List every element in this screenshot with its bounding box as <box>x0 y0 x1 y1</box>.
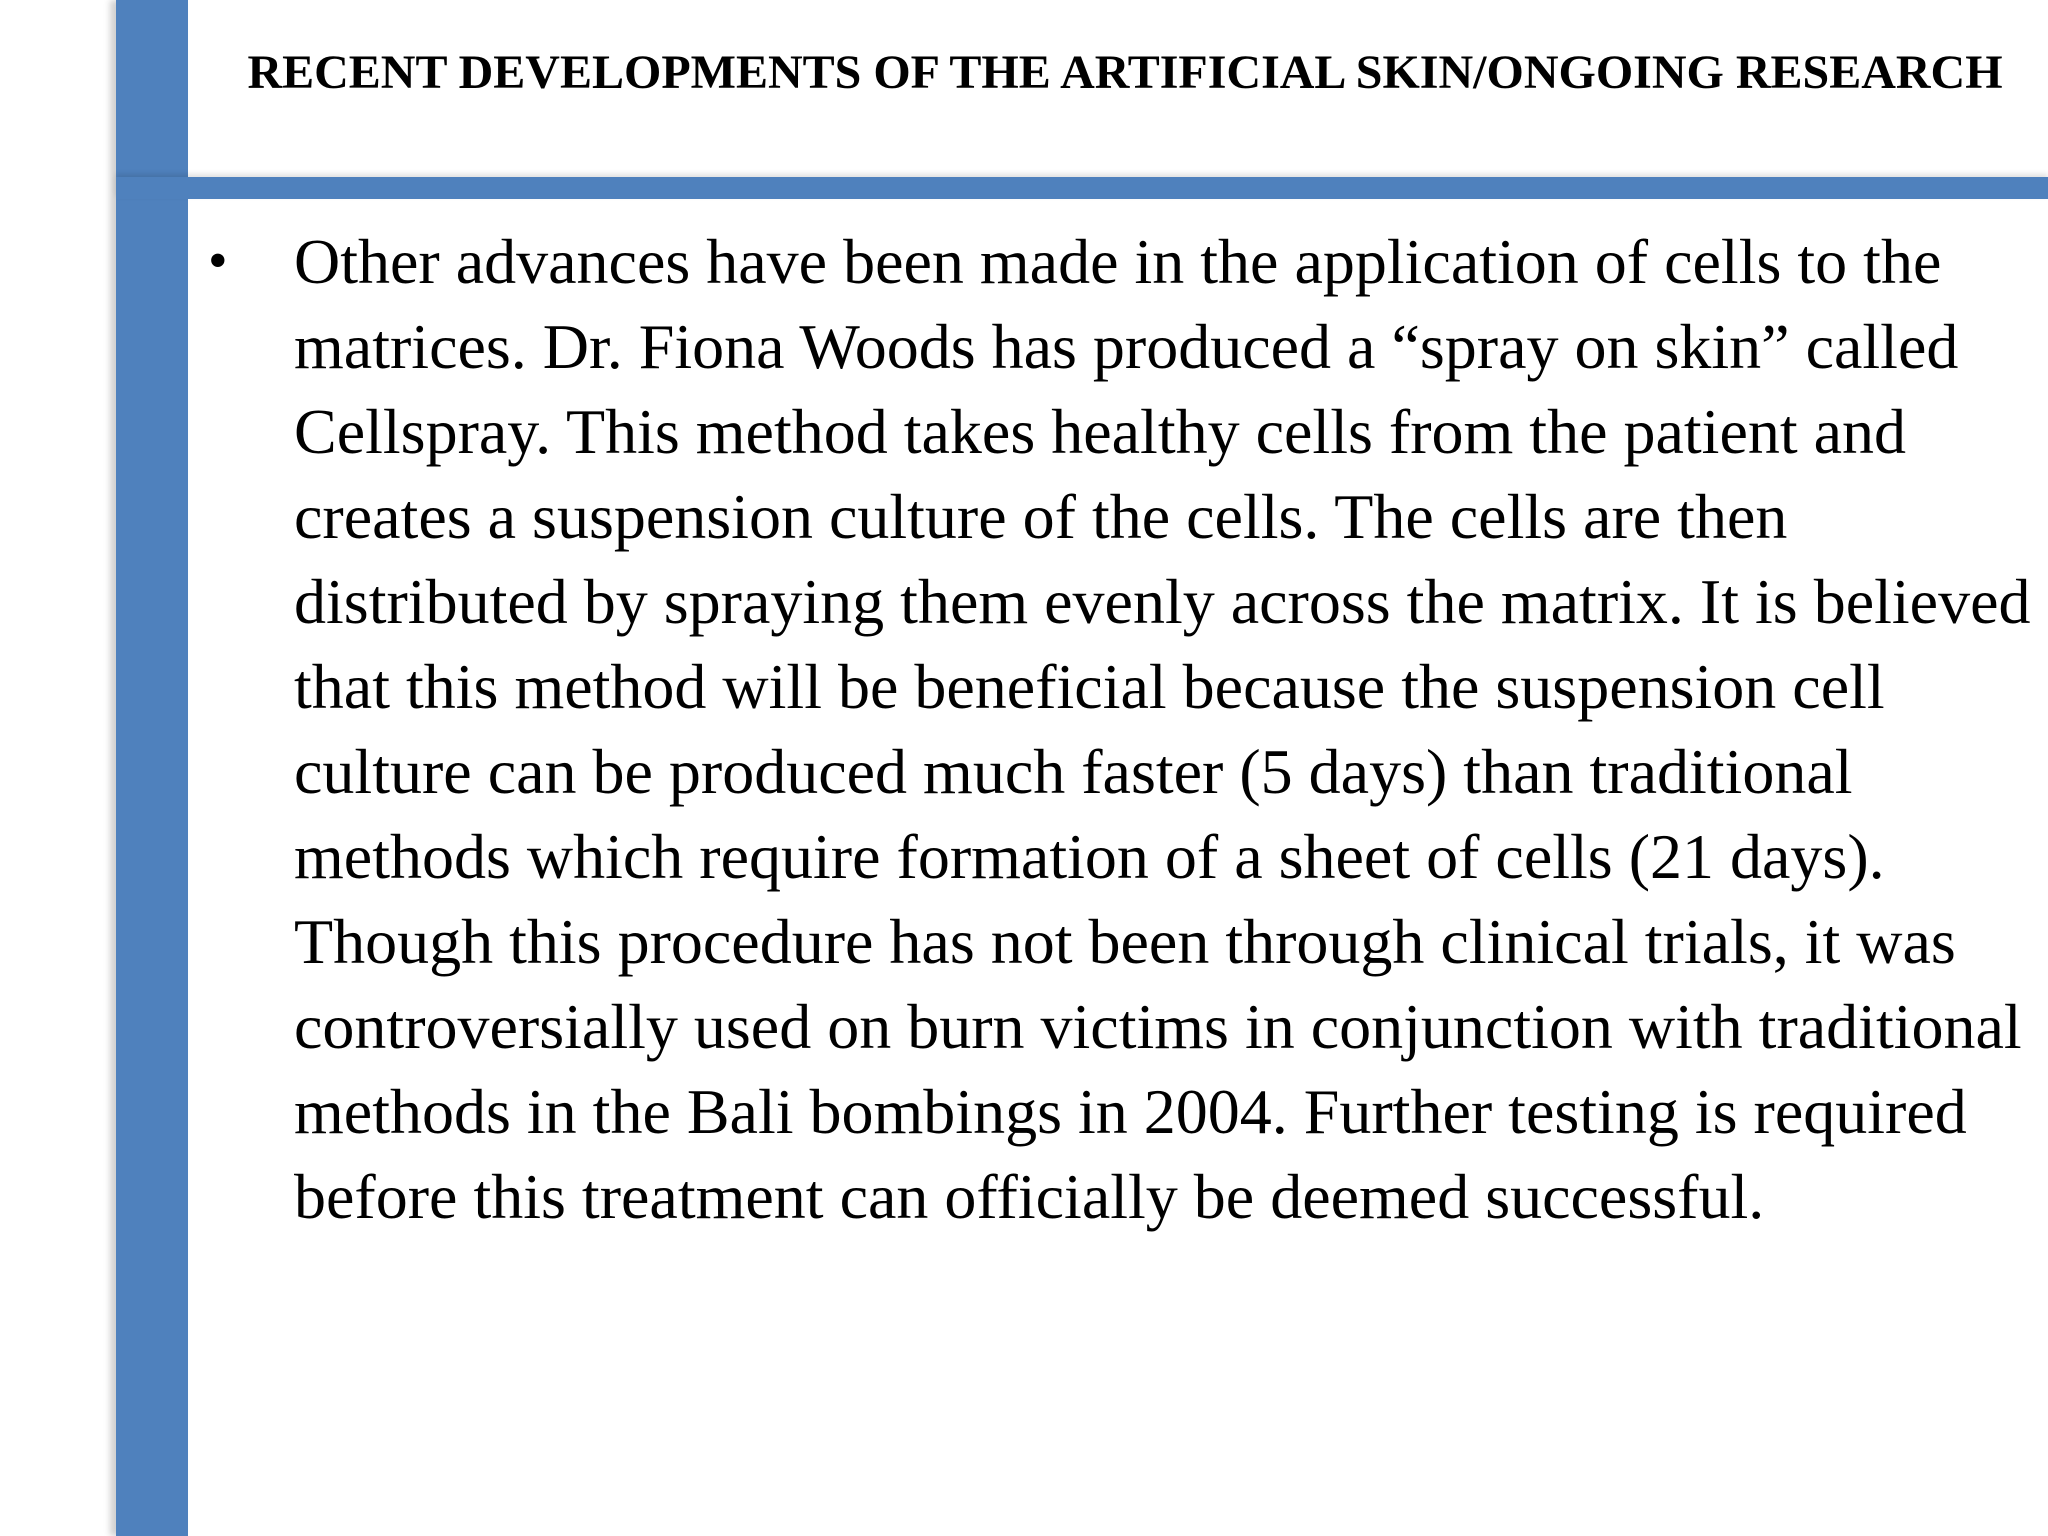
slide-title: RECENT DEVELOPMENTS OF THE ARTIFICIAL SKIN/ONGOING RESEARCH <box>247 46 2003 99</box>
bullet-list <box>200 219 2040 1239</box>
bullet-icon: • <box>208 230 228 292</box>
left-accent-bar <box>116 0 188 1536</box>
bullet-text: Other advances have been made in the application of cells to the matrices. Dr. Fiona Woods has produced a “spray on skin” called Cellspray. This method takes healthy cells from the patient and creates a suspension culture of the cells. The cells are then distributed by spraying them evenly across the matrix. It is believed that this method will be beneficial because the suspension cell culture can be produced much faster (5 days) than traditional methods which require formation of a sheet of cells (21 days). Though this procedure has not been through clinical trials, it was controversially used on burn victims in conjunction with traditional methods in the Bali bombings in 2004. Further testing is required before this treatment can officially be deemed successful. <box>294 226 2031 1232</box>
bullet-item <box>200 219 2040 1239</box>
header-divider <box>116 177 2048 199</box>
